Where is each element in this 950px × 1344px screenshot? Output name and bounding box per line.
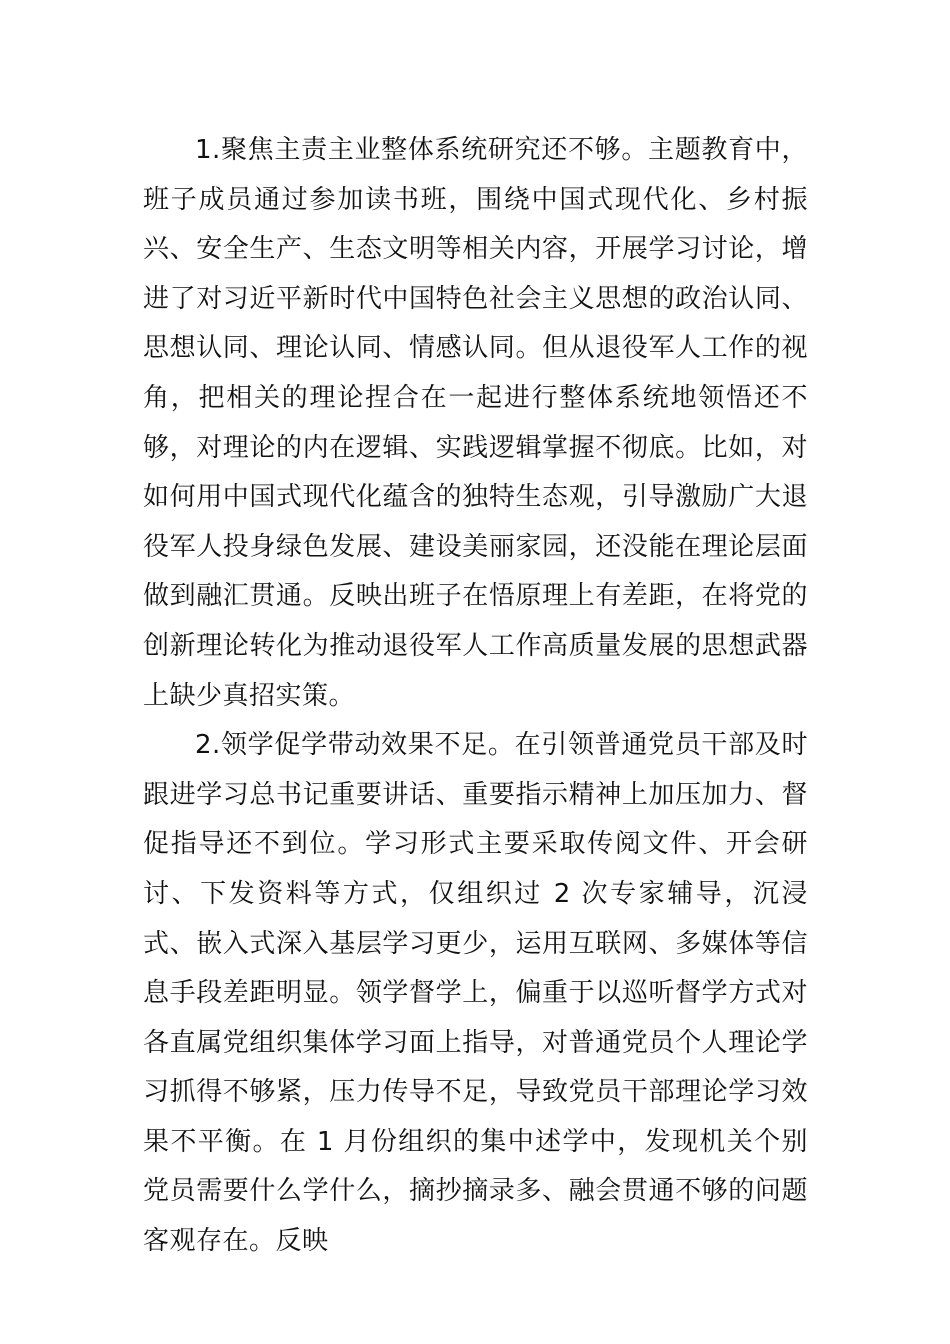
paragraph-2: 2.领学促学带动效果不足。在引领普通党员干部及时跟进学习总书记重要讲话、重要指示精神上加压加力、督促指导还不到位。学习形式主要采取传阅文件、开会研讨、下发资料等方式，仅组织过 2 次专家辅导，沉浸式、嵌入式深入基层学习更少，运用互联网、多媒体等信息手段差距明显。领学督学上，偏重于以巡听督学方式对各直属党组织集体学习面上指导，对普通党员个人理论学习抓得不够紧，压力传导不足，导致党员干部理论学习效果不平衡。在 1 月份组织的集中述学中，发现机关个别党员需要什么学什么，摘抄摘录多、融会贯通不够的问题客观存在。反映 (143, 730, 808, 1257)
document-body (143, 126, 808, 1267)
paragraph-1: 1.聚焦主责主业整体系统研究还不够。主题教育中，班子成员通过参加读书班，围绕中国式现代化、乡村振兴、安全生产、生态文明等相关内容，开展学习讨论，增进了对习近平新时代中国特色社会主义思想的政治认同、思想认同、理论认同、情感认同。但从退役军人工作的视角，把相关的理论捏合在一起进行整体系统地领悟还不够，对理论的内在逻辑、实践逻辑掌握不彻底。比如，对如何用中国式现代化蕴含的独特生态观，引导激励广大退役军人投身绿色发展、建设美丽家园，还没能在理论层面做到融汇贯通。反映出班子在悟原理上有差距，在将党的创新理论转化为推动退役军人工作高质量发展的思想武器上缺少真招实策。 (143, 135, 808, 711)
